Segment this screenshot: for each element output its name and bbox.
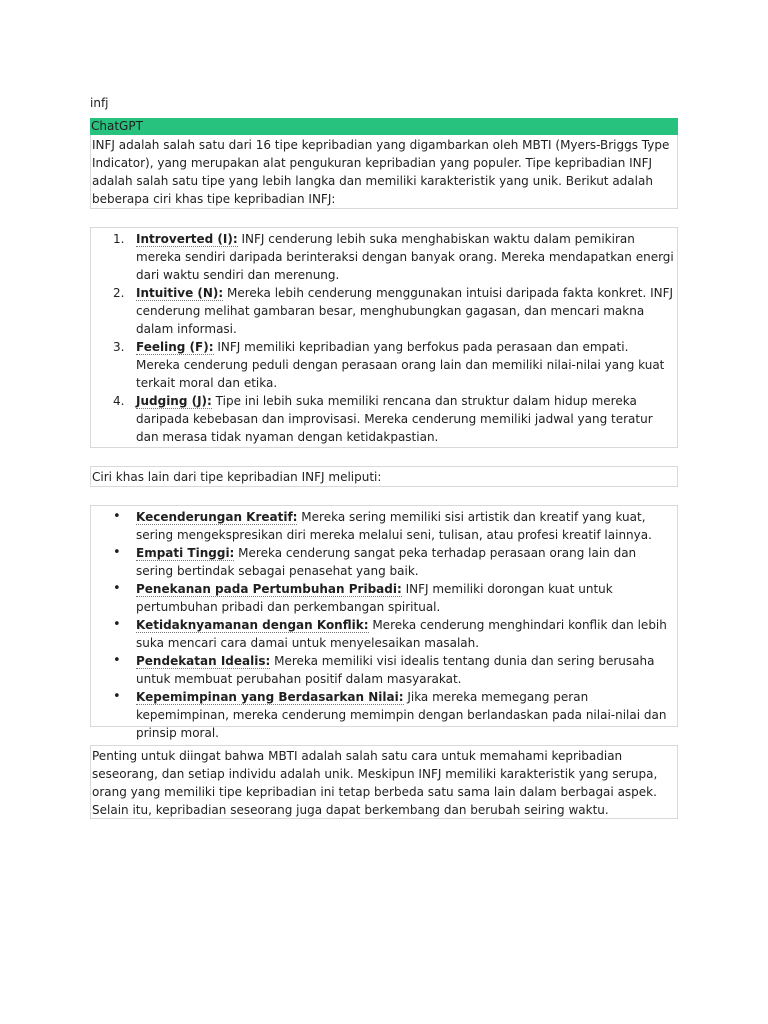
numbered-list (91, 230, 677, 446)
list-item-text: INFJ cenderung lebih suka menghabiskan waktu dalam pemikiran mereka sendiri daripada berinteraksi dengan banyak orang. Mereka mendapatkan energi dari waktu sendiri dan merenung. (136, 232, 674, 282)
list-item (91, 688, 677, 742)
list-item (91, 652, 677, 688)
list-item-term: Ketidaknyamanan dengan Konflik: (136, 618, 369, 632)
list-item (91, 616, 677, 652)
list-item (91, 230, 677, 284)
intro-paragraph-box (90, 135, 678, 209)
list-number: 3. (113, 340, 125, 354)
response-header: ChatGPT (90, 118, 678, 135)
list-item-term: Penekanan pada Pertumbuhan Pribadi: (136, 582, 402, 596)
list-item (91, 508, 677, 544)
bullet-icon: • (113, 581, 121, 596)
list-item-term: Introverted (I): (136, 232, 238, 246)
list-item (91, 392, 677, 446)
list-number: 4. (113, 394, 125, 408)
list-item-text: Mereka sering memiliki sisi artistik dan kreatif yang kuat, sering mengekspresikan diri mereka melalui seni, tulisan, atau profesi kreatif lainnya. (136, 510, 652, 542)
bullet-icon: • (113, 689, 121, 704)
list-item-text: INFJ memiliki dorongan kuat untuk pertumbuhan pribadi dan perkembangan spiritual. (136, 582, 613, 614)
list-item-term: Kecenderungan Kreatif: (136, 510, 298, 524)
bullet-icon: • (113, 545, 121, 560)
list-item-term: Empati Tinggi: (136, 546, 235, 560)
user-prompt: infj (90, 96, 109, 110)
list-item-text: Mereka cenderung sangat peka terhadap perasaan orang lain dan sering bertindak sebagai penasehat yang baik. (136, 546, 637, 578)
list-item (91, 338, 677, 392)
list-item-text: Jika mereka memegang peran kepemimpinan, mereka cenderung memimpin dengan berlandaskan pada nilai-nilai dan prinsip moral. (136, 690, 667, 740)
list-item-text: Mereka cenderung menghindari konflik dan lebih suka mencari cara damai untuk menyelesaikan masalah. (136, 618, 667, 650)
closing-paragraph-box (90, 745, 678, 819)
list-number: 1. (113, 232, 125, 246)
list-item-text: Mereka lebih cenderung menggunakan intuisi daripada fakta konkret. INFJ cenderung melihat gambaran besar, menghubungkan gagasan, dan mencari makna dalam informasi. (136, 286, 674, 336)
list-item-text: INFJ memiliki kepribadian yang berfokus pada perasaan dan empati. Mereka cenderung peduli dengan perasaan orang lain dan memiliki nilai-nilai yang kuat terkait moral dan etika. (136, 340, 665, 390)
list-item (91, 284, 677, 338)
list-item-text: Tipe ini lebih suka memiliki rencana dan struktur dalam hidup mereka daripada kebebasan dan improvisasi. Mereka cenderung memiliki jadwal yang teratur dan merasa tidak nyaman dengan ketidakpastian. (136, 394, 653, 444)
bullet-icon: • (113, 653, 121, 668)
list-number: 2. (113, 286, 125, 300)
bullet-icon: • (113, 509, 121, 524)
list-item-term: Pendekatan Idealis: (136, 654, 271, 668)
list-item-term: Judging (J): (136, 394, 212, 408)
list-item-term: Feeling (F): (136, 340, 214, 354)
list-item (91, 580, 677, 616)
bullet-list (91, 508, 677, 742)
closing-paragraph: Penting untuk diingat bahwa MBTI adalah salah satu cara untuk memahami kepribadian seseorang, dan setiap individu adalah unik. Meskipun INFJ memiliki karakteristik yang serupa, orang yang memiliki tipe kepribadian ini tetap berbeda satu sama lain dalam berbagai aspek. Selain itu, kepribadian seseorang juga dapat berkembang dan berubah seiring waktu. (92, 749, 658, 817)
list-item (91, 544, 677, 580)
numbered-list-box (90, 227, 678, 448)
bullet-icon: • (113, 617, 121, 632)
bullet-list-box (90, 505, 678, 740)
list-item-term: Intuitive (N): (136, 286, 224, 300)
list-item-text: Mereka memiliki visi idealis tentang dunia dan sering berusaha untuk membuat perubahan positif dalam masyarakat. (136, 654, 655, 686)
intro-paragraph: INFJ adalah salah satu dari 16 tipe kepribadian yang digambarkan oleh MBTI (Myers-Briggs Type Indicator), yang merupakan alat pengukuran kepribadian yang populer. Tipe kepribadian INFJ adalah salah satu tipe yang lebih langka dan memiliki karakteristik yang unik. Berikut adalah beberapa ciri khas tipe kepribadian INFJ: (92, 138, 670, 206)
list-item-term: Kepemimpinan yang Berdasarkan Nilai: (136, 690, 404, 704)
other-traits-intro: Ciri khas lain dari tipe kepribadian INFJ meliputi: (92, 470, 382, 484)
other-traits-intro-box (90, 466, 678, 487)
